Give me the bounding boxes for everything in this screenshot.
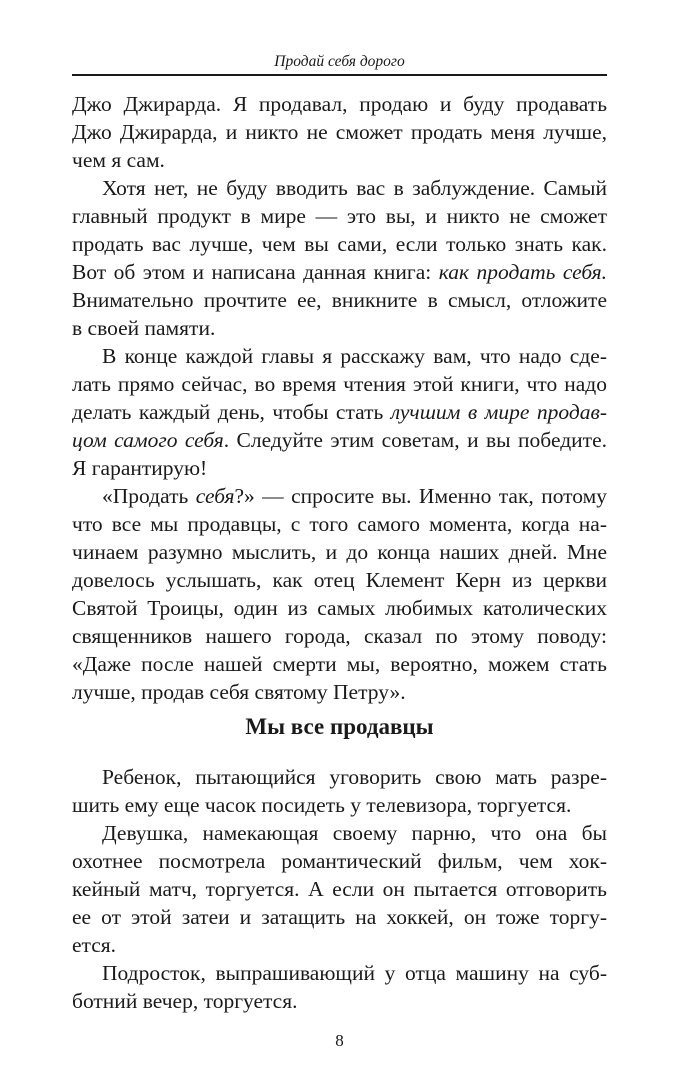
text-line: лучше, продав себя святому Петру».: [72, 680, 406, 704]
text-line: шить ему еще часок посидеть у телевизора, торгуется.: [72, 793, 572, 817]
text-line: Девушка, намекающая своему парню, что она бы: [102, 821, 607, 845]
text-line: Внимательно прочтите ее, вникните в смысл, отложите: [72, 288, 607, 312]
text-line: Я гарантирую!: [72, 456, 208, 480]
text-line: охотнее посмотрела романтический фильм, чем хок-: [72, 849, 607, 873]
text-line: [72, 398, 607, 426]
text-line: в своей памяти.: [72, 316, 216, 340]
page-number: 8: [335, 1031, 344, 1050]
text-line: [72, 258, 607, 286]
text-line: священников нашего города, сказал по этому поводу:: [72, 624, 607, 648]
text-line: главный продукт в мире — это вы, и никто не сможет: [72, 204, 607, 228]
text-line: Святой Троицы, один из самых любимых католических: [72, 596, 607, 620]
emphasis-text: лучшим в мире продав-: [390, 400, 607, 424]
text-line: ее от этой затеи и затащить на хоккей, он тоже торгу-: [72, 905, 607, 929]
text-line: В конце каждой главы я расскажу вам, что надо сде-: [102, 344, 607, 368]
text-line: ботний вечер, торгуется.: [72, 989, 298, 1013]
text-line: Джо Джирарда, и никто не сможет продать меня лучше,: [72, 120, 607, 144]
text-run: «Продать: [102, 484, 196, 508]
text-run: ?» — спросите вы. Именно так, потому: [234, 484, 607, 508]
text-line: продать вас лучше, чем вы сами, если только знать как.: [72, 232, 607, 256]
text-line: чинаем разумно мыслить, и до конца наших дней. Мне: [72, 540, 607, 564]
emphasis-text: как продать себя.: [438, 260, 607, 284]
text-line: что все мы продавцы, с того самого момента, когда на-: [72, 512, 607, 536]
text-line: [102, 482, 607, 510]
emphasis-text: цом самого себя: [72, 428, 224, 452]
text-line: Подросток, выпрашивающий у отца машину на суб-: [102, 961, 607, 985]
text-line: ется.: [72, 933, 117, 957]
running-header: Продай себя дорого: [274, 53, 405, 70]
text-line: Ребенок, пытающийся уговорить свою мать разре-: [102, 765, 607, 789]
section-heading: Мы все продавцы: [245, 714, 434, 739]
text-run: . Следуйте этим советам, и вы победите.: [223, 428, 607, 452]
text-line: чем я сам.: [72, 148, 165, 172]
text-line: довелось услышать, как отец Клемент Керн из церкви: [72, 568, 607, 592]
text-line: «Даже после нашей смерти мы, вероятно, можем стать: [72, 652, 607, 676]
text-run: Вот об этом и написана данная книга:: [72, 260, 439, 284]
header-rule: [72, 74, 607, 76]
emphasis-text: себя: [195, 484, 235, 508]
text-line: лать прямо сейчас, во время чтения этой книги, что надо: [72, 372, 607, 396]
text-line: [72, 426, 607, 454]
text-line: кейный матч, торгуется. А если он пытается отговорить: [72, 877, 607, 901]
text-run: делать каждый день, чтобы стать: [72, 400, 391, 424]
text-line: Джо Джирарда. Я продавал, продаю и буду продавать: [72, 92, 607, 116]
text-line: Хотя нет, не буду вводить вас в заблуждение. Самый: [102, 176, 607, 200]
